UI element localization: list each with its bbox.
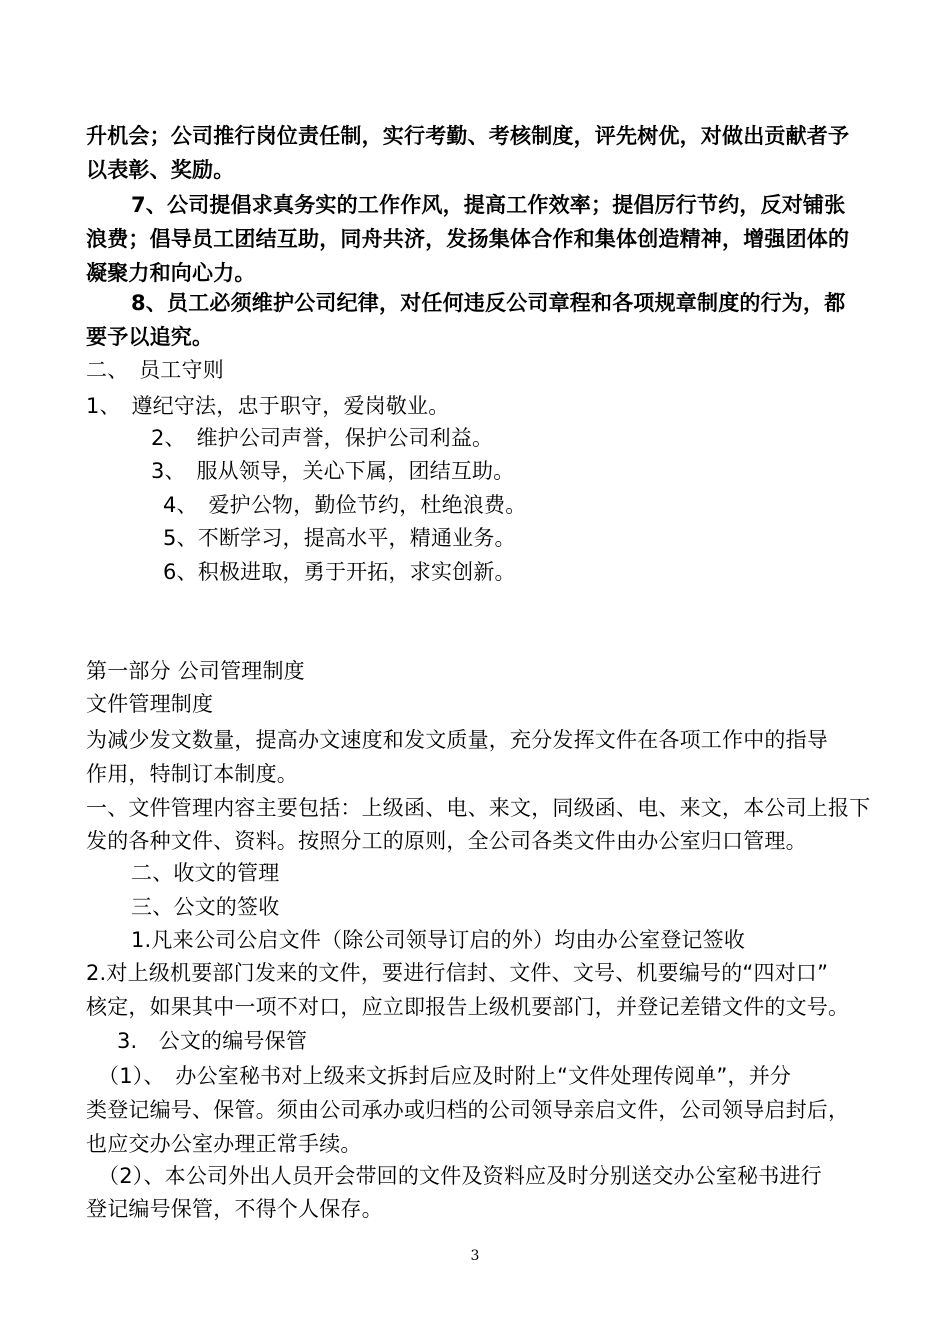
list-item: 2、 维护公司声誉，保护公司利益。 xyxy=(151,426,494,450)
text-line: 核定，如果其中一项不对口，应立即报告上级机要部门，并登记差错文件的文号。 xyxy=(86,995,850,1019)
list-item: 3、 服从领导，关心下属，团结互助。 xyxy=(151,459,515,483)
text-line: 要予以追究。 xyxy=(86,325,214,349)
part-title: 第一部分 公司管理制度 xyxy=(86,659,305,683)
text-line: 三、公文的签收 xyxy=(131,895,280,919)
page-number: 3 xyxy=(470,1248,480,1264)
section-heading: 二、 员工守则 xyxy=(86,358,224,382)
text-line: 8、员工必须维护公司纪律，对任何违反公司章程和各项规章制度的行为，都 xyxy=(131,291,846,315)
text-line: 浪费；倡导员工团结互助，同舟共济，发扬集体合作和集体创造精神，增强团体的 xyxy=(86,227,850,251)
text-line: 类登记编号、保管。须由公司承办或归档的公司领导亲启文件，公司领导启封后， xyxy=(86,1098,850,1122)
text-line: 也应交办公室办理正常手续。 xyxy=(86,1132,362,1156)
text-line: 升机会；公司推行岗位责任制，实行考勤、考核制度，评先树优，对做出贡献者予 xyxy=(86,124,850,148)
text-line: 一、文件管理内容主要包括：上级函、电、来文，同级函、电、来文，本公司上报下 xyxy=(86,796,871,820)
text-line: 发的各种文件、资料。按照分工的原则，全公司各类文件由办公室归口管理。 xyxy=(86,829,807,853)
text-line: 登记编号保管，不得个人保存。 xyxy=(86,1197,383,1221)
text-line: 1.凡来公司公启文件（除公司领导订启的外）均由办公室登记签收 xyxy=(131,928,746,952)
list-item: 4、 爱护公物，勤俭节约，杜绝浪费。 xyxy=(163,493,527,517)
text-line: 3. 公文的编号保管 xyxy=(117,1029,308,1053)
text-line: 作用，特制订本制度。 xyxy=(86,762,298,786)
list-item: 1、 遵纪守法，忠于职守，爱岗敬业。 xyxy=(86,394,450,418)
section-title: 文件管理制度 xyxy=(86,692,214,716)
text-line: （1）、 办公室秘书对上级来文拆封后应及时附上“文件处理传阅单”，并分 xyxy=(98,1064,792,1088)
text-line: 7、公司提倡求真务实的工作作风，提高工作效率；提倡厉行节约，反对铺张 xyxy=(131,193,846,217)
text-line: 凝聚力和向心力。 xyxy=(86,261,256,285)
text-line: 2.对上级机要部门发来的文件，要进行信封、文件、文号、机要编号的“四对口” xyxy=(86,961,829,985)
text-line: 为减少发文数量，提高办文速度和发文质量，充分发挥文件在各项工作中的指导 xyxy=(86,728,828,752)
list-item: 6、积极进取，勇于开拓，求实创新。 xyxy=(163,560,516,584)
text-line: 二、收文的管理 xyxy=(131,861,280,885)
text-line: （2）、本公司外出人员开会带回的文件及资料应及时分别送交办公室秘书进行 xyxy=(98,1164,822,1188)
list-item: 5、不断学习，提高水平，精通业务。 xyxy=(163,526,516,550)
text-line: 以表彰、奖励。 xyxy=(86,158,235,182)
